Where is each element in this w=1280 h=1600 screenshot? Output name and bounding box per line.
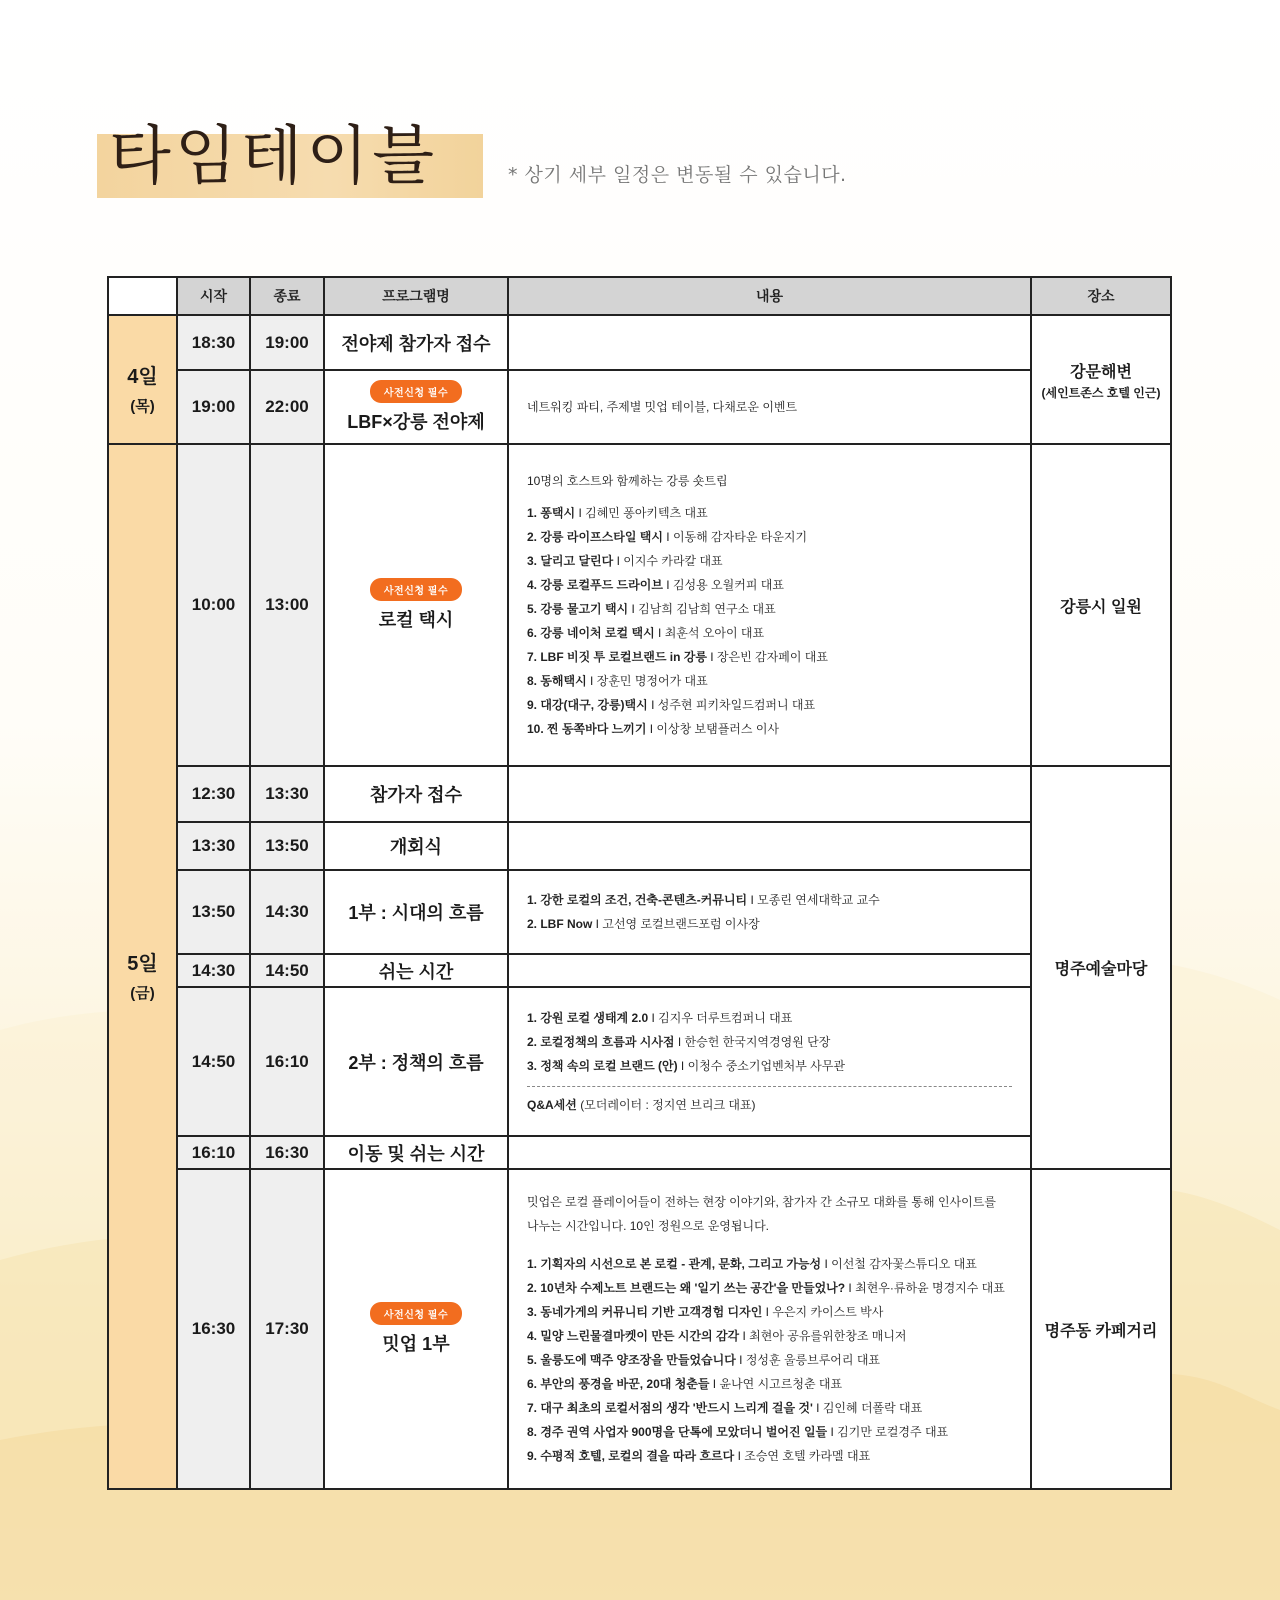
start-time: 19:00 — [177, 370, 250, 444]
table-row — [108, 1169, 1171, 1489]
start-time: 12:30 — [177, 766, 250, 822]
content-cell — [508, 1169, 1031, 1489]
table-row — [108, 1136, 1171, 1169]
table-row — [108, 822, 1171, 870]
content-list — [527, 501, 1012, 741]
program-name — [324, 766, 508, 822]
end-time: 16:10 — [250, 987, 324, 1136]
list-item: 2. 로컬정책의 흐름과 시사점 I 한승헌 한국지역경영원 단장 — [527, 1035, 831, 1049]
day-number: 4일 — [127, 365, 158, 388]
list-item: 3. 달리고 달린다 I 이지수 카라칼 대표 — [527, 554, 723, 568]
program-label: 2부 : 정책의 흐름 — [348, 1052, 484, 1073]
list-item: 1. 퐁택시 I 김혜민 퐁아키텍츠 대표 — [527, 506, 708, 520]
day-cell — [108, 444, 177, 1489]
list-item: 4. 강릉 로컬푸드 드라이브 I 김성용 오월커피 대표 — [527, 578, 784, 592]
program-name — [324, 370, 508, 444]
start-time: 16:30 — [177, 1169, 250, 1489]
end-time: 17:30 — [250, 1169, 324, 1489]
program-name — [324, 444, 508, 766]
content-cell — [508, 822, 1031, 870]
program-label: 로컬 택시 — [378, 610, 454, 630]
list-item: 1. 기획자의 시선으로 본 로컬 - 관계, 문화, 그리고 가능성 I 이선철 감자꽃스튜디오 대표 — [527, 1257, 977, 1271]
content-list — [527, 1006, 1012, 1078]
list-item: 3. 동네가게의 커뮤니티 기반 고객경험 디자인 I 우은지 카이스트 박사 — [527, 1305, 884, 1319]
list-item: 7. 대구 최초의 로컬서점의 생각 '반드시 느리게 걸을 것' I 김인혜 더폴락 대표 — [527, 1401, 923, 1415]
col-program: 프로그램명 — [324, 277, 508, 315]
table-row — [108, 370, 1171, 444]
day-weekday: (금) — [130, 984, 155, 1002]
start-time: 13:50 — [177, 870, 250, 954]
place-cell — [1031, 315, 1171, 444]
content-intro: 나누는 시간입니다. 10인 정원으로 운영됩니다. — [527, 1219, 770, 1233]
col-content: 내용 — [508, 277, 1031, 315]
list-item: 10. 찐 동쪽바다 느끼기 I 이상창 보탬플러스 이사 — [527, 722, 780, 736]
content-cell — [508, 870, 1031, 954]
list-item: 9. 수평적 호텔, 로컬의 결을 따라 흐르다 I 조승연 호텔 카라멜 대표 — [527, 1449, 871, 1463]
table-row — [108, 987, 1171, 1136]
content-intro: 10명의 호스트와 함께하는 강릉 숏트립 — [527, 474, 728, 488]
content-cell — [508, 1136, 1031, 1169]
list-item: 1. 강한 로컬의 조건, 건축-콘텐츠-커뮤니티 I 모종린 연세대학교 교수 — [527, 893, 880, 907]
list-item: 5. 강릉 물고기 택시 I 김남희 김남희 연구소 대표 — [527, 602, 776, 616]
start-time: 10:00 — [177, 444, 250, 766]
place-sub: (세인트존스 호텔 인근) — [1041, 385, 1161, 400]
program-label: 이동 및 쉬는 시간 — [347, 1143, 485, 1164]
start-time: 18:30 — [177, 315, 250, 370]
dashed-divider — [527, 1086, 1012, 1087]
end-time: 22:00 — [250, 370, 324, 444]
list-item: 2. 10년차 수제노트 브랜드는 왜 '일기 쓰는 공간'을 만들었나? I 최현우·류하윤 명경지수 대표 — [527, 1281, 1005, 1295]
start-time: 16:10 — [177, 1136, 250, 1169]
end-time: 14:30 — [250, 870, 324, 954]
list-item: 6. 강릉 네이처 로컬 택시 I 최훈석 오아이 대표 — [527, 626, 765, 640]
program-label: 쉬는 시간 — [378, 961, 454, 982]
schedule-notice: * 상기 세부 일정은 변동될 수 있습니다. — [508, 164, 847, 186]
place-cell — [1031, 1169, 1171, 1489]
list-item: 2. LBF Now I 고선영 로컬브랜드포럼 이사장 — [527, 917, 760, 931]
end-time: 19:00 — [250, 315, 324, 370]
table-row — [108, 315, 1171, 370]
program-name — [324, 987, 508, 1136]
start-time: 13:30 — [177, 822, 250, 870]
content-cell — [508, 370, 1031, 444]
end-time: 14:50 — [250, 954, 324, 987]
content-cell — [508, 315, 1031, 370]
registration-badge: 사전신청 필수 — [370, 578, 462, 601]
corner-cell — [108, 277, 177, 315]
timetable — [107, 276, 1172, 1490]
list-item: 7. LBF 비짓 투 로컬브랜드 in 강릉 I 장은빈 감자페이 대표 — [527, 650, 828, 664]
list-item: 8. 동해택시 I 장훈민 명정어가 대표 — [527, 674, 708, 688]
table-row — [108, 954, 1171, 987]
program-label: 전야제 참가자 접수 — [341, 333, 491, 354]
list-item: 8. 경주 권역 사업자 900명을 단톡에 모았더니 벌어진 일들 I 김기만 로컬경주 대표 — [527, 1425, 949, 1439]
place-name: 명주동 카페거리 — [1044, 1322, 1158, 1340]
list-item: 5. 울릉도에 맥주 양조장을 만들었습니다 I 정성훈 울릉브루어리 대표 — [527, 1353, 881, 1367]
day-cell — [108, 315, 177, 444]
col-end: 종료 — [250, 277, 324, 315]
program-label: 1부 : 시대의 흐름 — [348, 903, 484, 923]
program-label: 개회식 — [389, 837, 443, 857]
program-label: LBF×강릉 전야제 — [347, 412, 485, 432]
list-item: 4. 밀양 느린물결마켓이 만든 시간의 감각 I 최현아 공유를위한창조 매니저 — [527, 1329, 907, 1343]
program-label: 밋업 1부 — [382, 1334, 450, 1354]
end-time: 13:00 — [250, 444, 324, 766]
table-row — [108, 766, 1171, 822]
page-title: 타임테이블 — [109, 120, 439, 194]
content-cell — [508, 766, 1031, 822]
place-cell — [1031, 766, 1171, 1169]
registration-badge: 사전신청 필수 — [370, 1302, 462, 1325]
registration-badge: 사전신청 필수 — [370, 380, 462, 403]
program-label: 참가자 접수 — [370, 785, 462, 805]
end-time: 13:50 — [250, 822, 324, 870]
col-place: 장소 — [1031, 277, 1171, 315]
content-cell — [508, 954, 1031, 987]
content-list — [527, 1252, 1012, 1468]
place-name: 강문해변 — [1070, 363, 1132, 381]
program-name — [324, 1136, 508, 1169]
content-text: 네트워킹 파티, 주제별 밋업 테이블, 다채로운 이벤트 — [527, 400, 798, 414]
list-item: 2. 강릉 라이프스타일 택시 I 이동해 감자타운 타운지기 — [527, 530, 808, 544]
content-intro: 밋업은 로컬 플레이어들이 전하는 현장 이야기와, 참가자 간 소규모 대화를 통해 인사이트를 — [527, 1195, 996, 1209]
program-name — [324, 822, 508, 870]
header-row — [108, 277, 1171, 315]
start-time: 14:30 — [177, 954, 250, 987]
list-item: 1. 강원 로컬 생태계 2.0 I 김지우 더루트컴퍼니 대표 — [527, 1011, 793, 1025]
page-header — [97, 120, 997, 200]
day-weekday: (목) — [130, 397, 155, 415]
program-name — [324, 315, 508, 370]
content-list — [527, 888, 1012, 936]
program-name — [324, 870, 508, 954]
place-name: 명주예술마당 — [1054, 961, 1148, 978]
table-row — [108, 444, 1171, 766]
content-cell — [508, 444, 1031, 766]
place-cell — [1031, 444, 1171, 766]
list-item: 6. 부안의 풍경을 바꾼, 20대 청춘들 I 윤나연 시고르청춘 대표 — [527, 1377, 843, 1391]
table-row — [108, 870, 1171, 954]
end-time: 16:30 — [250, 1136, 324, 1169]
content-cell — [508, 987, 1031, 1136]
end-time: 13:30 — [250, 766, 324, 822]
day-number: 5일 — [127, 952, 158, 975]
col-start: 시작 — [177, 277, 250, 315]
program-name — [324, 1169, 508, 1489]
list-item: 9. 대강(대구, 강릉)택시 I 성주현 피키차일드컴퍼니 대표 — [527, 698, 816, 712]
program-name — [324, 954, 508, 987]
list-item: 3. 정책 속의 로컬 브랜드 (안) I 이청수 중소기업벤처부 사무관 — [527, 1059, 845, 1073]
qa-session: Q&A세션 (모더레이터 : 정지연 브리크 대표) — [527, 1098, 756, 1112]
start-time: 14:50 — [177, 987, 250, 1136]
place-name: 강릉시 일원 — [1060, 598, 1142, 616]
